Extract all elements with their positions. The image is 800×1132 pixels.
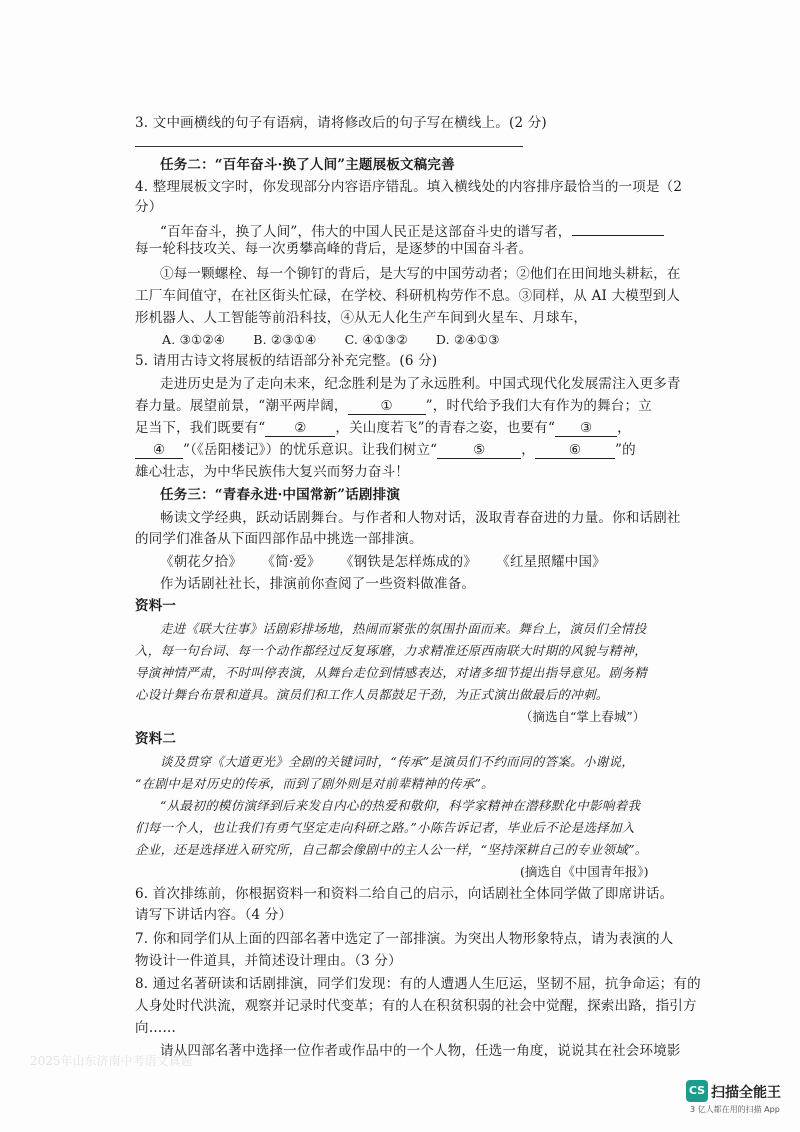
question-6-line1: 6. 首次排练前，你根据资料一和资料二给自己的启示，向话剧社全体同学做了即席讲话。 xyxy=(135,886,674,902)
book-1: 《朝花夕拾》 xyxy=(160,554,243,570)
faint-watermark: 2025年山东济南中考语文真题 xyxy=(30,1054,193,1068)
q4-text-part: “百年奋斗，换了人间”，伟大的中国人民正是这部奋斗史的谱写者， xyxy=(160,224,572,240)
question-4-text2: 每一轮科技攻关、每一次勇攀高峰的背后，是逐梦的中国奋斗者。 xyxy=(135,241,533,257)
option-d: D. ②④①③ xyxy=(435,332,500,347)
camscanner-name: 扫描全能王 xyxy=(711,1085,781,1101)
task3-line2: 的同学们准备从下面四部作品中挑选一部排演。 xyxy=(135,531,423,547)
blank-3: ③ xyxy=(555,420,617,437)
material-2-title: 资料二 xyxy=(135,731,177,747)
material-2-line2: “在剧中是对历史的传承，而到了剧外则是对前辈精神的传承”。 xyxy=(135,776,494,791)
q4-items-1: ①每一颗螺栓、每一个铆钉的背后，是大写的中国劳动者；②他们在田间地头耕耘，在 xyxy=(160,266,681,282)
material-2-line4: 们每一个人，也让我们有勇气坚定走向科研之路。”小陈告诉记者，毕业后不论是选择加入 xyxy=(135,820,635,835)
question-5-title: 5. 请用古诗文将展板的结语部分补充完整。(6 分) xyxy=(135,353,438,369)
question-8-line2: 人身处时代洪流，观察并记录时代变革；有的人在积贫积弱的社会中觉醒，探索出路，指引方 xyxy=(135,998,697,1014)
material-1-title: 资料一 xyxy=(135,598,177,614)
blank-6: ⑥ xyxy=(535,442,615,459)
question-4-line1: 4. 整理展板文字时，你发现部分内容语序错乱。填入横线处的内容排序最恰当的一项是（2 xyxy=(135,179,683,195)
material-2-line5: 企业，还是选择进入研究所，自己都会像剧中的主人公一样，“坚持深耕自己的专业领域”。 xyxy=(135,842,648,857)
question-6-line2: 请写下讲话内容。（4 分） xyxy=(135,907,293,923)
material-1-line3: 导演神情严肃，不时叫停表演，从舞台走位到情感表达，对诸多细节提出指导意见。剧务精 xyxy=(135,665,648,680)
camscanner-tagline: 3 亿人都在用的扫描 App xyxy=(690,1105,780,1114)
option-c: C. ④①③② xyxy=(344,332,408,347)
book-2: 《简·爱》 xyxy=(268,554,321,570)
q5-line1: 走进历史是为了走向未来，纪念胜利是为了永远胜利。中国式现代化发展需注入更多青 xyxy=(160,376,681,392)
material-2-line3: “从最初的模仿演绎到后来发自内心的热爱和敬仰，科学家精神在潜移默化中影响着我 xyxy=(160,798,641,813)
option-b: B. ②③①④ xyxy=(253,332,317,347)
book-3: 《钢铁是怎样炼成的》 xyxy=(346,554,477,570)
q5-line5: 雄心壮志，为中华民族伟大复兴而努力奋斗！ xyxy=(135,464,409,480)
book-4: 《红星照耀中国》 xyxy=(503,554,606,570)
option-a: A. ③①②④ xyxy=(162,332,226,347)
q4-options xyxy=(162,331,528,349)
blank-1: ① xyxy=(348,398,426,415)
q5-line2 xyxy=(135,397,652,415)
book-list xyxy=(160,553,606,571)
question-4-line2: 分） xyxy=(135,199,163,215)
q5-text: 足当下，我们既要有“ xyxy=(135,420,266,436)
q5-line3 xyxy=(135,419,631,437)
task3-line1: 畅读文学经典，跃动话剧舞台。与作者和人物对话，汲取青春奋进的力量。你和话剧社 xyxy=(160,510,681,526)
material-2-source: (摘选自《中国青年报》) xyxy=(520,864,649,879)
question-8-line1: 8. 通过名著研读和话剧排演，同学们发现：有的人遭遇人生厄运，坚韧不屈，抗争命运；有的 xyxy=(135,976,701,992)
question-7-line1: 7. 你和同学们从上面的四部名著中选定了一部排演。为突出人物形象特点，请为表演的人 xyxy=(135,931,674,947)
material-1-source: （摘选自“掌上春城”） xyxy=(520,709,646,724)
q5-text: ”的 xyxy=(614,442,636,458)
q5-text: ， xyxy=(521,442,535,458)
task2-heading: 任务二：“百年奋斗·换了人间”主题展板文稿完善 xyxy=(160,157,455,173)
blank-2: ② xyxy=(265,420,335,437)
blank-5: ⑤ xyxy=(437,442,521,459)
q4-items-3: 形机器人、人工智能等前沿科技，④从无人化生产车间到火星车、月球车， xyxy=(135,310,588,326)
camscanner-logo-icon: CS xyxy=(686,1080,708,1102)
material-1-line4: 心设计舞台布景和道具。演员们和工作人员都鼓足干劲，为正式演出做最后的冲刺。 xyxy=(135,687,609,702)
material-1-line2: 入，每一句台词、每一个动作都经过反复琢磨，力求精准还原西南联大时期的风貌与精神， xyxy=(135,643,648,658)
q5-line4 xyxy=(135,441,636,459)
material-1-line1: 走进《联大往事》话剧彩排场地，热闹而紧张的氛围扑面而来。舞台上，演员们全情投 xyxy=(160,621,647,636)
q5-text: ，关山度若飞”的青春之姿，也要有“ xyxy=(335,420,556,436)
q4-items-2: 工厂车间值守，在社区街头忙碌，在学校、科研机构劳作不息。③同样，从 AI 大模型到人 xyxy=(135,288,681,304)
task3-heading: 任务三：“青春永进·中国常新”话剧排演 xyxy=(160,487,401,503)
q5-text: ， xyxy=(617,420,631,436)
question-8-line4: 请从四部名著中选择一位作者或作品中的一个人物，任选一角度，说说其在社会环境影 xyxy=(160,1043,681,1059)
question-7-line2: 物设计一件道具，并简述设计理由。（3 分） xyxy=(135,953,402,969)
task3-line3: 作为话剧社社长，排演前你查阅了一些资料做准备。 xyxy=(160,576,476,592)
q5-text: ”（《岳阳楼记》）的忧乐意识。让我们树立“ xyxy=(183,442,438,458)
blank-4: ④ xyxy=(135,442,183,459)
question-3: 3. 文中画横线的句子有语病，请将修改后的句子写在横线上。(2 分) xyxy=(135,115,547,131)
q5-text: 春力量。展望前景，“潮平两岸阔， xyxy=(135,398,348,414)
q5-text: ”，时代给予我们大有作为的舞台；立 xyxy=(425,398,652,414)
question-4-text xyxy=(160,219,664,241)
q4-blank xyxy=(572,219,664,236)
answer-line xyxy=(135,146,523,147)
material-2-line1: 谈及贯穿《大道更光》全剧的关键词时，“传承”是演员们不约而同的答案。小谢说， xyxy=(160,754,635,769)
question-8-line3: 向…… xyxy=(135,1020,177,1036)
